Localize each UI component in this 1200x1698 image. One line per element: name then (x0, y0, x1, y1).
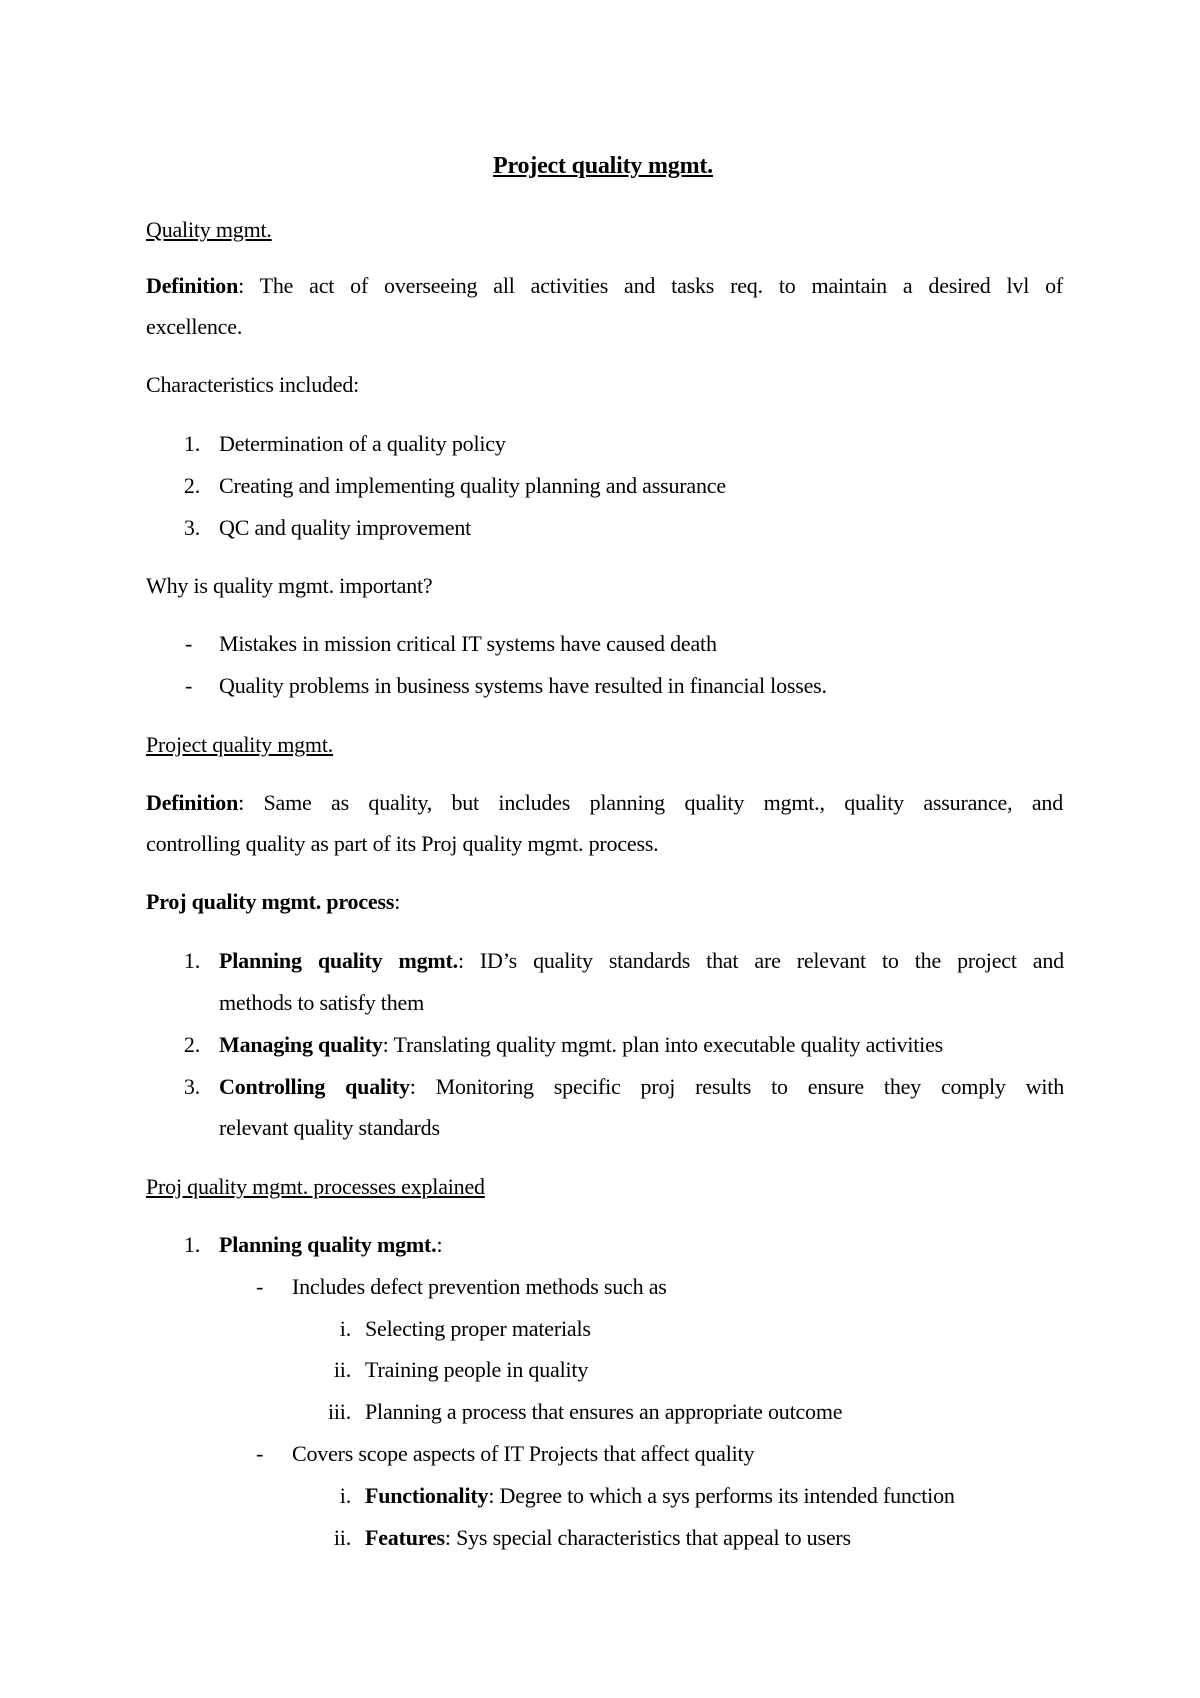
process-desc: : Translating quality mgmt. plan into executable quality activities (382, 1032, 944, 1057)
section-heading-quality-mgmt: Quality mgmt. (146, 217, 272, 242)
list-item (219, 1034, 943, 1056)
roman-numeral: ii. (333, 1525, 351, 1550)
definition-label: Definition (146, 790, 239, 815)
list-item-continuation: relevant quality standards (219, 1115, 440, 1140)
dash-marker: - (185, 673, 193, 698)
list-item (219, 950, 1064, 972)
list-item: Creating and implementing quality planning and assurance (219, 473, 726, 498)
sub-sub-list-item: Selecting proper materials (365, 1316, 591, 1341)
process-name: Controlling quality (219, 1074, 410, 1099)
process-name: Planning quality mgmt. (219, 1232, 437, 1257)
document-title: Project quality mgmt. (493, 153, 713, 179)
dash-marker: - (185, 631, 193, 656)
sub-list-item: Includes defect prevention methods such as (292, 1274, 667, 1299)
process-heading (146, 891, 400, 913)
sub-list-item: Covers scope aspects of IT Projects that affect quality (292, 1441, 755, 1466)
process-colon: : (436, 1232, 443, 1257)
definition-continuation: controlling quality as part of its Proj quality mgmt. process. (146, 831, 659, 856)
process-name: Planning quality mgmt. (219, 948, 458, 973)
term-desc: : Sys special characteristics that appeal to users (444, 1525, 851, 1550)
list-item (219, 1234, 442, 1256)
why-question: Why is quality mgmt. important? (146, 573, 433, 598)
sub-sub-list-item (365, 1527, 851, 1549)
sub-sub-list-item (365, 1485, 955, 1507)
list-item: Mistakes in mission critical IT systems have caused death (219, 631, 717, 656)
definition-continuation: excellence. (146, 314, 243, 339)
process-desc: : ID’s quality standards that are relevant to the project and (457, 948, 1064, 973)
list-number: 3. (183, 515, 200, 540)
list-item: QC and quality improvement (219, 515, 472, 540)
definition-line (146, 275, 1063, 297)
list-item: Quality problems in business systems have resulted in financial losses. (219, 673, 827, 698)
definition-text: : Same as quality, but includes planning quality mgmt., quality assurance, and (238, 790, 1063, 815)
process-label: Proj quality mgmt. process (146, 889, 395, 914)
definition-label: Definition (146, 273, 239, 298)
term-label: Features (365, 1525, 445, 1550)
definition-text: : The act of overseeing all activities and tasks req. to maintain a desired lvl of (238, 273, 1063, 298)
list-number: 2. (183, 473, 200, 498)
list-number: 3. (183, 1074, 200, 1099)
list-item: Determination of a quality policy (219, 431, 506, 456)
characteristics-intro: Characteristics included: (146, 372, 360, 397)
list-number: 1. (183, 1232, 200, 1257)
definition-line (146, 792, 1063, 814)
roman-numeral: i. (339, 1316, 351, 1341)
roman-numeral: ii. (333, 1357, 351, 1382)
section-heading-processes-explained: Proj quality mgmt. processes explained (146, 1174, 485, 1199)
roman-numeral: iii. (327, 1399, 351, 1424)
list-number: 1. (183, 431, 200, 456)
term-label: Functionality (365, 1483, 489, 1508)
sub-sub-list-item: Training people in quality (365, 1357, 589, 1382)
list-number: 1. (183, 948, 200, 973)
term-desc: : Degree to which a sys performs its intended function (488, 1483, 955, 1508)
dash-marker: - (256, 1441, 264, 1466)
dash-marker: - (256, 1274, 264, 1299)
list-item-continuation: methods to satisfy them (219, 990, 424, 1015)
list-number: 2. (183, 1032, 200, 1057)
sub-sub-list-item: Planning a process that ensures an appropriate outcome (365, 1399, 843, 1424)
list-item (219, 1076, 1064, 1098)
roman-numeral: i. (339, 1483, 351, 1508)
process-colon: : (394, 889, 401, 914)
process-name: Managing quality (219, 1032, 383, 1057)
section-heading-project-quality-mgmt: Project quality mgmt. (146, 732, 334, 757)
process-desc: : Monitoring specific proj results to ensure they comply with (409, 1074, 1064, 1099)
